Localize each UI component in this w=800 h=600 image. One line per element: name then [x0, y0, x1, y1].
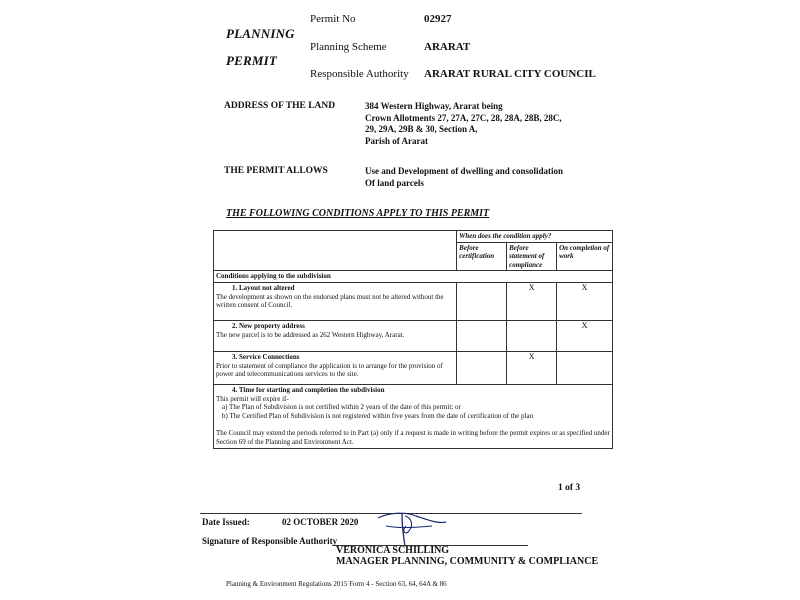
col-on-completion: On completion of work: [557, 242, 613, 271]
condition-title: 3. Service Connections: [232, 352, 300, 361]
permit-allows-label: THE PERMIT ALLOWS: [224, 166, 328, 176]
address-label: ADDRESS OF THE LAND: [224, 101, 336, 111]
condition-text: The new parcel is to be addressed as 262 Western Highway, Ararat.: [216, 330, 405, 339]
responsible-authority-value: ARARAT RURAL CITY COUNCIL: [424, 68, 596, 80]
signature-label: Signature of Responsible Authority: [202, 536, 338, 546]
table-row: [214, 351, 613, 384]
condition-intro: This permit will expire if-: [216, 394, 289, 403]
mark-on-completion: X: [557, 282, 613, 320]
address-line: 384 Western Highway, Ararat being: [365, 101, 503, 111]
mark-before-soc: [507, 320, 557, 351]
mark-before-soc: X: [507, 282, 557, 320]
signatory-name: VERONICA SCHILLING: [336, 545, 450, 556]
section-subdivision-label: Conditions applying to the subdivision: [214, 271, 613, 283]
date-issued-value: 02 OCTOBER 2020: [282, 517, 359, 527]
handwritten-signature: [372, 504, 452, 550]
mark-before-certification: [457, 282, 507, 320]
condition-item-a: a) The Plan of Subdivision is not certified within 2 years of the date of this permit; or: [222, 403, 461, 412]
address-block: [365, 101, 562, 147]
condition-title: 1. Layout not altered: [232, 283, 295, 292]
document-title-line2: PERMIT: [226, 53, 278, 68]
when-applies-header: When does the condition apply?: [457, 231, 613, 243]
page-number: 1 of 3: [558, 483, 581, 493]
col-before-statement-of-compliance: Before statement of compliance: [507, 242, 557, 271]
condition-title: 2. New property address: [232, 321, 305, 330]
planning-scheme-value: ARARAT: [424, 41, 471, 53]
table-row: [214, 320, 613, 351]
condition-text: Prior to statement of compliance the application is to arrange for the provision of power and telecommunications services to the site.: [216, 361, 443, 379]
conditions-heading: THE FOLLOWING CONDITIONS APPLY TO THIS PERMIT: [226, 208, 490, 219]
table-row: [214, 282, 613, 320]
address-line: Crown Allotments 27, 27A, 27C, 28, 28A, 28B, 28C,: [365, 112, 562, 123]
document-title-line1: PLANNING: [226, 26, 295, 41]
condition-item-b: b) The Certified Plan of Subdivision is not registered within five years from the date of certification of the plan: [222, 411, 534, 420]
mark-before-soc: X: [507, 351, 557, 384]
permit-no-value: 02927: [424, 13, 452, 25]
address-line: 29, 29A, 29B & 30, Section A,: [365, 124, 478, 134]
condition-cell: [214, 282, 457, 320]
mark-on-completion: X: [557, 320, 613, 351]
condition-cell: [214, 320, 457, 351]
condition-cell: [214, 351, 457, 384]
permit-allows-line: Use and Development of dwelling and consolidation: [365, 166, 564, 176]
condition-note: The Council may extend the periods referred to in Part (a) only if a request is made in writing before the permit expires or as specified under Section 69 of the Planning and Environment Act.: [216, 429, 610, 446]
permit-no-label: Permit No: [310, 13, 356, 25]
mark-before-certification: [457, 351, 507, 384]
condition-text: The development as shown on the endorsed plans must not be altered without the written consent of Council.: [216, 292, 444, 310]
regulations-footnote: Planning & Environment Regulations 2015 Form 4 - Section 63, 64, 64A & 86: [226, 580, 447, 588]
permit-allows-block: [365, 166, 563, 189]
conditions-table: [213, 230, 613, 449]
address-line: Parish of Ararat: [365, 135, 428, 146]
permit-allows-line: Of land parcels: [365, 177, 424, 188]
col-before-certification: Before certification: [457, 242, 507, 271]
signatory-title: MANAGER PLANNING, COMMUNITY & COMPLIANCE: [336, 556, 599, 567]
condition-title: 4. Time for starting and completion the subdivision: [232, 385, 385, 394]
mark-on-completion: [557, 351, 613, 384]
responsible-authority-label: Responsible Authority: [310, 68, 409, 80]
mark-before-certification: [457, 320, 507, 351]
date-issued-label: Date Issued:: [202, 517, 250, 527]
table-corner-cell: [214, 231, 457, 271]
planning-scheme-label: Planning Scheme: [310, 41, 387, 53]
condition-cell: [214, 384, 613, 448]
table-row: [214, 384, 613, 448]
